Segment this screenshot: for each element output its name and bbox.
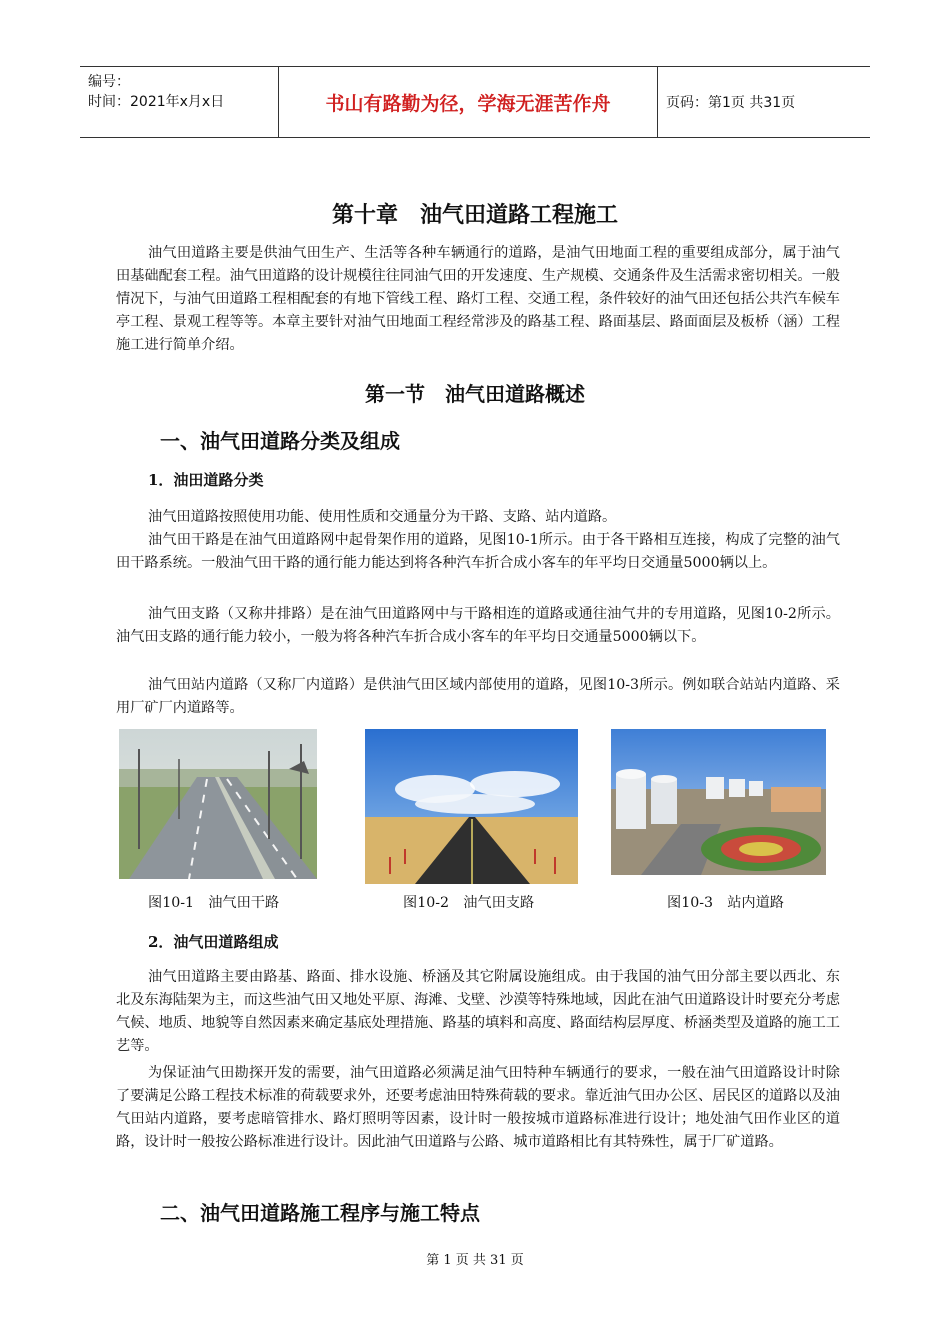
paragraph-station-road: 油气田站内道路（又称厂内道路）是供油气田区域内部使用的道路，见图10-3所示。例如联合站站内道路、采用厂矿厂内道路等。 bbox=[116, 677, 840, 716]
figure-station-road bbox=[611, 729, 826, 875]
figure-branch-road bbox=[365, 729, 578, 884]
motto: 书山有路勤为径，学海无涯苦作舟 bbox=[325, 92, 611, 115]
paragraph-main-road: 油气田干路是在油气田道路网中起骨架作用的道路，见图10-1所示。由于各干路相互连接，构成了完整的油气田干路系统。一般油气田干路的通行能力能达到将各种汽车折合成小客车的年平均日交通量5000辆以上。 bbox=[116, 532, 840, 571]
caption-figure-10-3: 图10-3 站内道路 bbox=[667, 895, 784, 911]
paragraph-design-standard: 为保证油气田勘探开发的需要，油气田道路必须满足油气田特种车辆通行的要求，一般在油气田道路设计时除了要满足公路工程技术标准的荷载要求外，还要考虑油田特殊荷载的要求。靠近油气田办公区、居民区的道路以及油气田站内道路，要考虑暗管排水、路灯照明等因素，设计时一般按城市道路标准进行设计；地处油气田作业区的道路，设计时一般按公路标准进行设计。因此油气田道路与公路、城市道路相比有其特殊性，属于厂矿道路。 bbox=[116, 1065, 840, 1150]
paragraph-types: 油气田道路按照使用功能、使用性质和交通量分为干路、支路、站内道路。 bbox=[148, 509, 617, 525]
heading-road-composition: 2．油气田道路组成 bbox=[148, 933, 279, 951]
caption-figure-10-2: 图10-2 油气田支路 bbox=[403, 895, 535, 911]
header-motto-cell bbox=[279, 67, 658, 137]
code-label: 编号： bbox=[88, 74, 130, 90]
caption-figure-10-1: 图10-1 油气田干路 bbox=[148, 895, 280, 911]
paragraph-branch-road: 油气田支路（又称井排路）是在油气田道路网中与干路相连的道路或通往油气井的专用道路，见图10-2所示。油气田支路的通行能力较小，一般为将各种汽车折合成小客车的年平均日交通量5000辆以下。 bbox=[116, 606, 840, 645]
section-title: 第一节 油气田道路概述 bbox=[365, 382, 585, 406]
header-page-cell bbox=[658, 67, 878, 137]
header-meta bbox=[80, 67, 279, 137]
page-footer: 第 1 页 共 31 页 bbox=[426, 1253, 524, 1268]
heading-construction-procedure: 二、油气田道路施工程序与施工特点 bbox=[160, 1201, 480, 1225]
heading-classification: 一、油气田道路分类及组成 bbox=[160, 429, 400, 453]
page-header bbox=[80, 66, 870, 138]
figure-main-road bbox=[119, 729, 317, 879]
time-label: 时间：2021年x月x日 bbox=[88, 94, 225, 110]
heading-road-types: 1．油田道路分类 bbox=[148, 471, 264, 489]
chapter-title: 第十章 油气田道路工程施工 bbox=[331, 203, 618, 228]
paragraph-composition: 油气田道路主要由路基、路面、排水设施、桥涵及其它附属设施组成。由于我国的油气田分部主要以西北、东北及东海陆架为主，而这些油气田又地处平原、海滩、戈壁、沙漠等特殊地域，因此在油气田道路设计时要充分考虑气候、地质、地貌等自然因素来确定基底处理措施、路基的填料和高度、路面结构层厚度、桥涵类型及道路的施工工艺等。 bbox=[116, 969, 840, 1054]
page-label: 页码：第1页 共31页 bbox=[666, 95, 796, 111]
intro-paragraph: 油气田道路主要是供油气田生产、生活等各种车辆通行的道路，是油气田地面工程的重要组成部分，属于油气田基础配套工程。油气田道路的设计规模往往同油气田的开发速度、生产规模、交通条件及生活需求密切相关。一般情况下，与油气田道路工程相配套的有地下管线工程、路灯工程、交通工程，条件较好的油气田还包括公共汽车候车亭工程、景观工程等等。本章主要针对油气田地面工程经常涉及的路基工程、路面基层、路面面层及板桥（涵）工程施工进行简单介绍。 bbox=[116, 245, 840, 353]
